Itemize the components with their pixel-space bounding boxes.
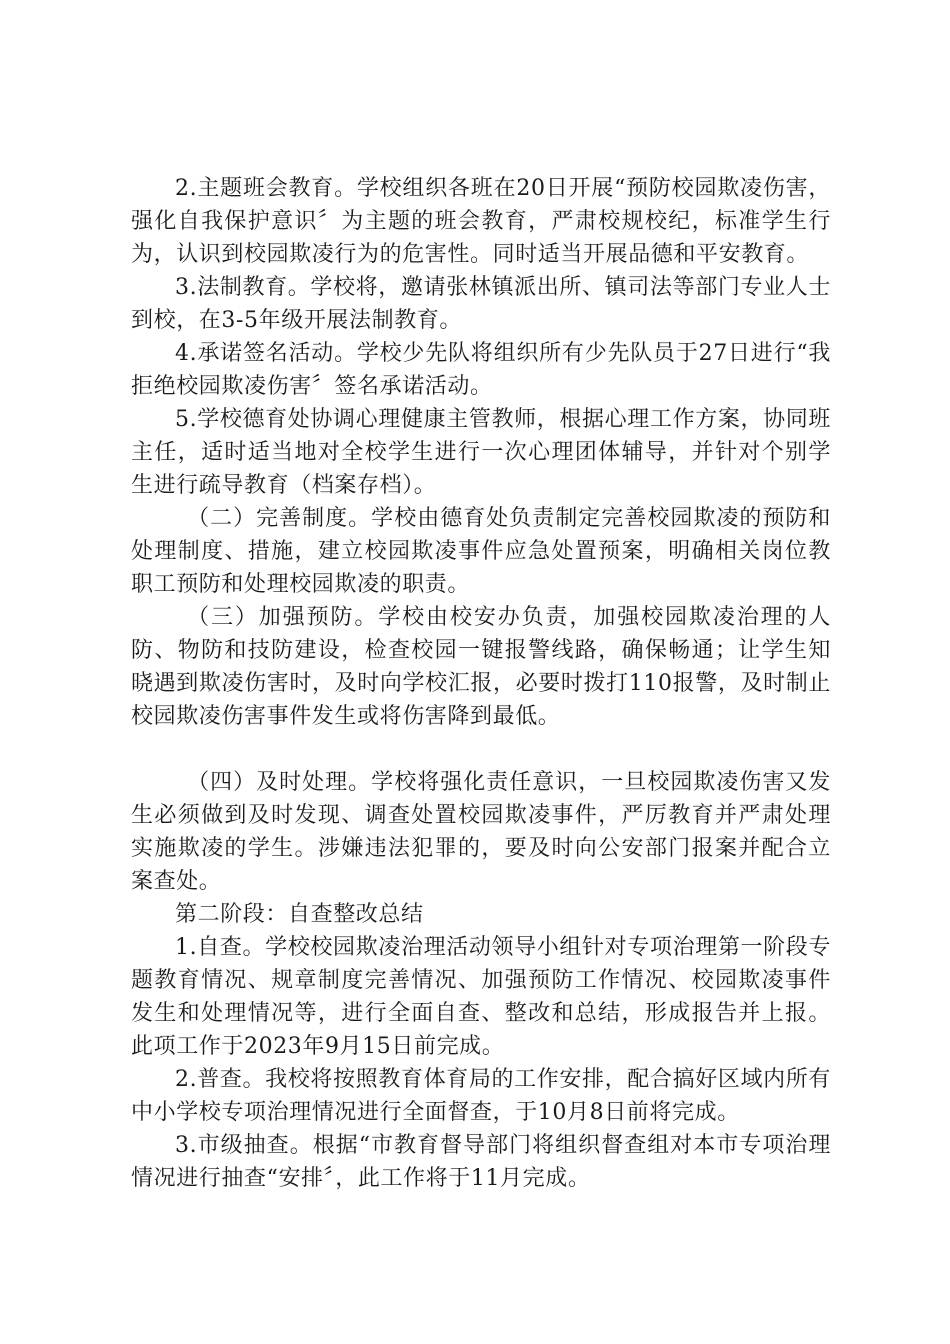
paragraph-self-inspection: 1.自查。学校校园欺凌治理活动领导小组针对专项治理第一阶段专题教育情况、规章制度完善情况、加强预防工作情况、校园欺凌事件发生和处理情况等，进行全面自查、整改和总结，形成报告并上报。此项工作于2023年9月15日前完成。 — [131, 935, 831, 1059]
section-heading-stage-two: 第二阶段：自查整改总结 — [175, 902, 424, 927]
paragraph-city-spot-check: 3.市级抽查。根据“市教育督导部门将组织督查组对本市专项治理情况进行抽查“安排〞，此工作将于11月完成。 — [131, 1133, 831, 1191]
paragraph-general-inspection: 2.普查。我校将按照教育体育局的工作安排，配合搞好区域内所有中小学校专项治理情况进行全面督查，于10月8日前将完成。 — [131, 1067, 831, 1125]
paragraph-timely-handling: （四）及时处理。学校将强化责任意识，一旦校园欺凌伤害又发生必须做到及时发现、调查处置校园欺凌事件，严厉教育并严肃处理实施欺凌的学生。涉嫌违法犯罪的，要及时向公安部门报案并配合立案查处。 — [131, 770, 831, 894]
paragraph-legal-education: 3.法制教育。学校将，邀请张林镇派出所、镇司法等部门专业人士到校，在3-5年级开展法制教育。 — [131, 275, 831, 333]
paragraph-class-meeting: 2.主题班会教育。学校组织各班在20日开展“预防校园欺凌伤害，强化自我保护意识〞为主题的班会教育，严肃校规校纪，标准学生行为，认识到校园欺凌行为的危害性。同时适当开展品德和平安教育。 — [131, 176, 831, 267]
paragraph-improve-system: （二）完善制度。学校由德育处负责制定完善校园欺凌的预防和处理制度、措施，建立校园欺凌事件应急处置预案，明确相关岗位教职工预防和处理校园欺凌的职责。 — [131, 506, 831, 597]
paragraph-spacer — [131, 733, 831, 766]
document-body — [131, 172, 831, 1195]
paragraph-signature-pledge: 4.承诺签名活动。学校少先队将组织所有少先队员于27日进行“我拒绝校园欺凌伤害〞签名承诺活动。 — [131, 341, 831, 399]
paragraph-psychological-counseling: 5.学校德育处协调心理健康主管教师，根据心理工作方案，协同班主任，适时适当地对全校学生进行一次心理团体辅导，并针对个别学生进行疏导教育（档案存档）。 — [131, 407, 831, 498]
paragraph-strengthen-prevention: （三）加强预防。学校由校安办负责，加强校园欺凌治理的人防、物防和技防建设，检查校园一键报警线路，确保畅通；让学生知晓遇到欺凌伤害时，及时向学校汇报，必要时拨打110报警，及时制止校园欺凌伤害事件发生或将伤害降到最低。 — [131, 605, 831, 729]
